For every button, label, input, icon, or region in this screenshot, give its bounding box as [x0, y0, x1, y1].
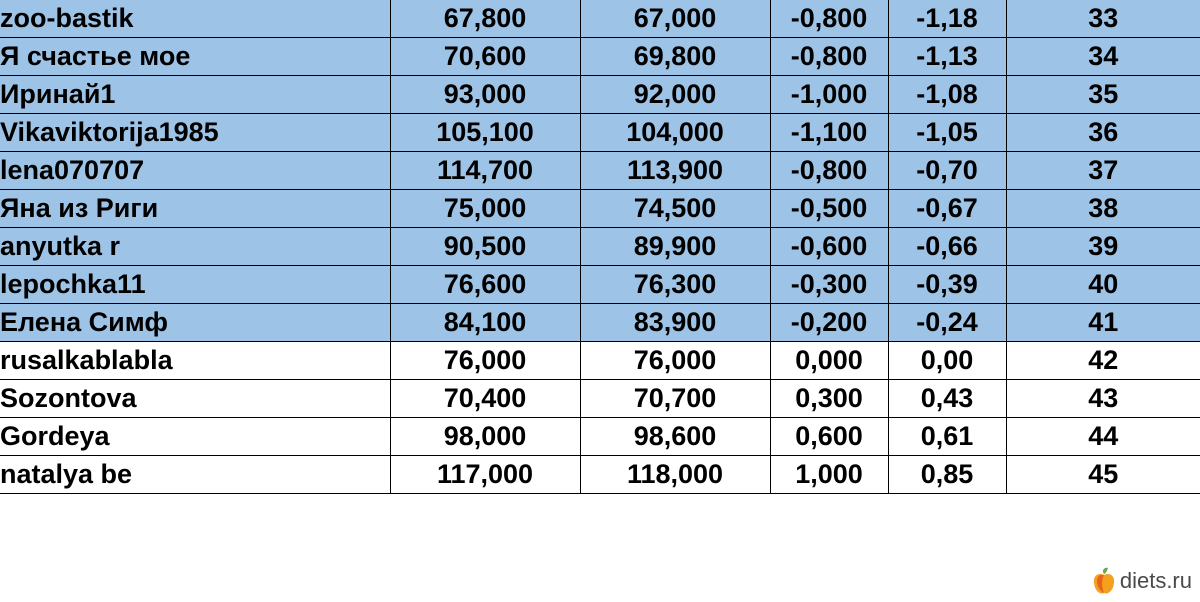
cell-start-weight: 105,100	[390, 114, 580, 152]
cell-current-weight: 76,300	[580, 266, 770, 304]
cell-rank: 37	[1006, 152, 1200, 190]
cell-name: lepochka11	[0, 266, 390, 304]
cell-name: zoo-bastik	[0, 0, 390, 38]
cell-difference: 0,000	[770, 342, 888, 380]
cell-name: lena070707	[0, 152, 390, 190]
table-row	[0, 380, 1200, 418]
cell-rank: 44	[1006, 418, 1200, 456]
cell-name: rusalkablabla	[0, 342, 390, 380]
cell-start-weight: 75,000	[390, 190, 580, 228]
cell-current-weight: 118,000	[580, 456, 770, 494]
table-row	[0, 266, 1200, 304]
cell-start-weight: 114,700	[390, 152, 580, 190]
cell-percent: 0,85	[888, 456, 1006, 494]
cell-difference: -0,800	[770, 38, 888, 76]
cell-difference: -0,200	[770, 304, 888, 342]
cell-difference: -0,300	[770, 266, 888, 304]
cell-name: anyutka r	[0, 228, 390, 266]
table-row	[0, 228, 1200, 266]
cell-current-weight: 67,000	[580, 0, 770, 38]
table-row	[0, 38, 1200, 76]
cell-percent: -1,08	[888, 76, 1006, 114]
site-watermark	[1091, 566, 1192, 596]
cell-start-weight: 98,000	[390, 418, 580, 456]
cell-start-weight: 93,000	[390, 76, 580, 114]
cell-percent: -0,70	[888, 152, 1006, 190]
cell-start-weight: 76,600	[390, 266, 580, 304]
apple-icon	[1091, 566, 1117, 596]
cell-rank: 41	[1006, 304, 1200, 342]
cell-difference: -1,100	[770, 114, 888, 152]
cell-rank: 40	[1006, 266, 1200, 304]
cell-name: Яна из Риги	[0, 190, 390, 228]
table-row	[0, 342, 1200, 380]
table-row	[0, 418, 1200, 456]
cell-rank: 33	[1006, 0, 1200, 38]
cell-current-weight: 92,000	[580, 76, 770, 114]
cell-name: natalya be	[0, 456, 390, 494]
cell-percent: 0,00	[888, 342, 1006, 380]
cell-difference: -0,600	[770, 228, 888, 266]
table-row	[0, 76, 1200, 114]
cell-percent: -0,24	[888, 304, 1006, 342]
cell-percent: -1,18	[888, 0, 1006, 38]
cell-start-weight: 84,100	[390, 304, 580, 342]
cell-rank: 42	[1006, 342, 1200, 380]
cell-name: Елена Симф	[0, 304, 390, 342]
cell-difference: 1,000	[770, 456, 888, 494]
table-row	[0, 304, 1200, 342]
cell-current-weight: 83,900	[580, 304, 770, 342]
cell-difference: -1,000	[770, 76, 888, 114]
cell-difference: -0,500	[770, 190, 888, 228]
table-row	[0, 114, 1200, 152]
cell-start-weight: 67,800	[390, 0, 580, 38]
watermark-text: diets.ru	[1119, 568, 1192, 593]
cell-start-weight: 76,000	[390, 342, 580, 380]
cell-name: Иринай1	[0, 76, 390, 114]
cell-current-weight: 74,500	[580, 190, 770, 228]
cell-start-weight: 70,600	[390, 38, 580, 76]
cell-difference: -0,800	[770, 0, 888, 38]
cell-percent: -0,39	[888, 266, 1006, 304]
cell-difference: -0,800	[770, 152, 888, 190]
cell-rank: 34	[1006, 38, 1200, 76]
cell-rank: 43	[1006, 380, 1200, 418]
cell-current-weight: 70,700	[580, 380, 770, 418]
cell-percent: -0,66	[888, 228, 1006, 266]
cell-start-weight: 117,000	[390, 456, 580, 494]
cell-current-weight: 104,000	[580, 114, 770, 152]
cell-percent: -1,05	[888, 114, 1006, 152]
cell-difference: 0,300	[770, 380, 888, 418]
cell-name: Vikaviktorija1985	[0, 114, 390, 152]
table-row	[0, 456, 1200, 494]
cell-rank: 35	[1006, 76, 1200, 114]
cell-current-weight: 89,900	[580, 228, 770, 266]
cell-percent: -0,67	[888, 190, 1006, 228]
cell-current-weight: 113,900	[580, 152, 770, 190]
cell-start-weight: 70,400	[390, 380, 580, 418]
cell-rank: 39	[1006, 228, 1200, 266]
cell-percent: 0,61	[888, 418, 1006, 456]
cell-rank: 36	[1006, 114, 1200, 152]
cell-name: Sozontova	[0, 380, 390, 418]
table-row	[0, 190, 1200, 228]
cell-percent: 0,43	[888, 380, 1006, 418]
table-row	[0, 152, 1200, 190]
cell-current-weight: 69,800	[580, 38, 770, 76]
cell-start-weight: 90,500	[390, 228, 580, 266]
cell-current-weight: 76,000	[580, 342, 770, 380]
cell-rank: 38	[1006, 190, 1200, 228]
cell-name: Я счастье мое	[0, 38, 390, 76]
cell-difference: 0,600	[770, 418, 888, 456]
cell-rank: 45	[1006, 456, 1200, 494]
table-row	[0, 0, 1200, 38]
cell-current-weight: 98,600	[580, 418, 770, 456]
cell-name: Gordeya	[0, 418, 390, 456]
cell-percent: -1,13	[888, 38, 1006, 76]
